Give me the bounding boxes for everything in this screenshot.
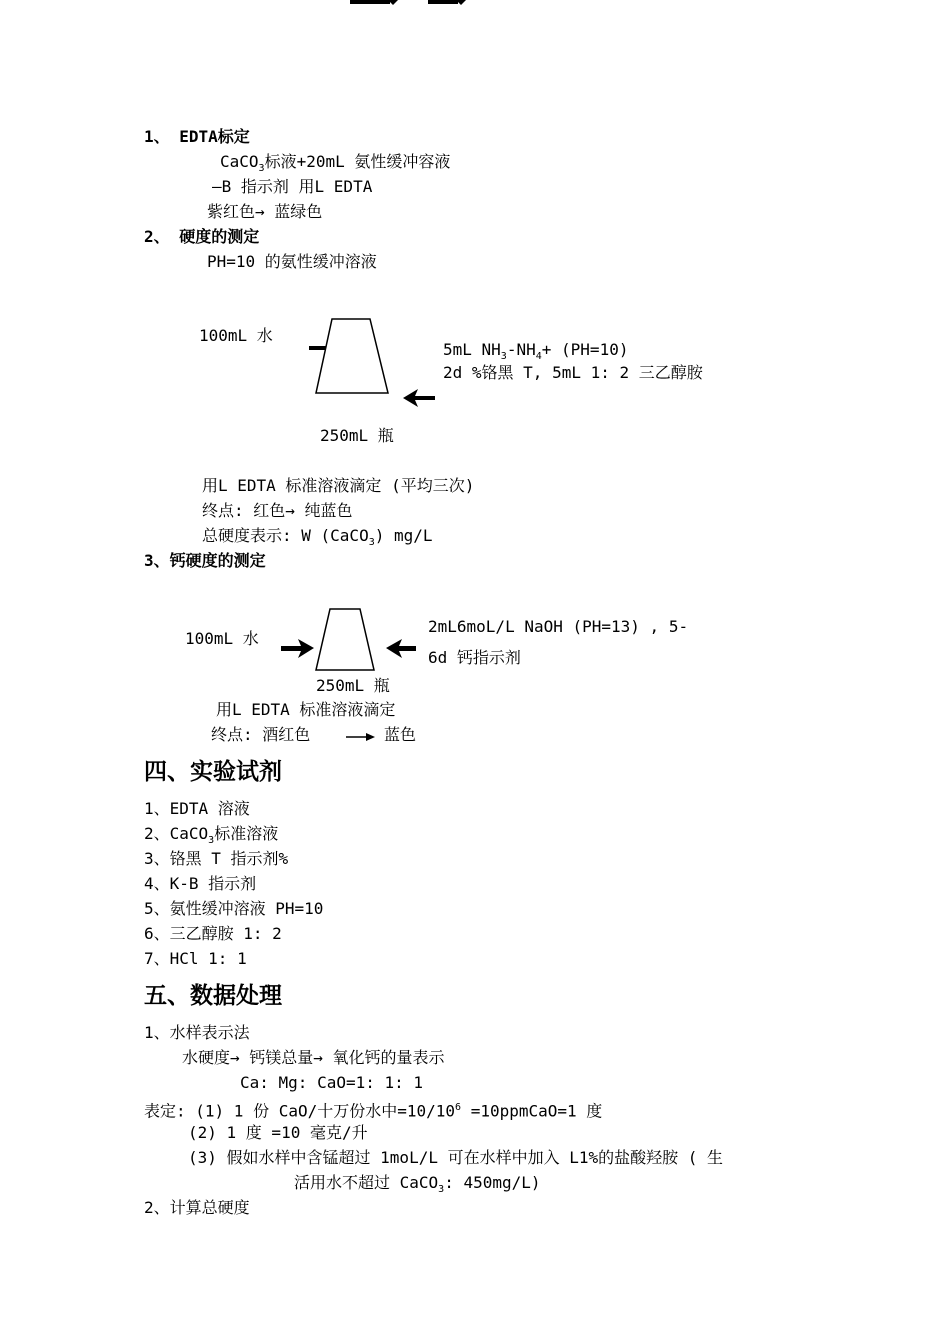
flask-icon: [316, 319, 388, 393]
data-line-2: 水硬度→ 钙镁总量→ 氧化钙的量表示: [182, 1048, 445, 1067]
data-line-7: 活用水不超过 CaCO$_3$: 450mg/L): [294, 1173, 541, 1196]
left-pour-mark: [309, 346, 326, 350]
section-2-titrate-line: 用L EDTA 标准溶液滴定 (平均三次): [202, 476, 475, 495]
reagent-item: 5、氨性缓冲溶液 PH=10: [144, 899, 324, 918]
section-3-water-label: 100mL 水: [185, 629, 259, 648]
section-3-titrate-line: 用L EDTA 标准溶液滴定: [216, 700, 396, 719]
data-line-6: (3) 假如水样中含锰超过 1moL/L 可在水样中加入 L1%的盐酸羟胺 ( 生: [188, 1148, 724, 1167]
right-arrow-icon: [281, 639, 314, 658]
flask-icon: [316, 609, 374, 670]
data-processing-heading: 五、数据处理: [144, 983, 282, 1009]
section-1-line-3: 紫红色→ 蓝绿色: [207, 202, 323, 221]
section-3-title: 3、钙硬度的测定: [144, 551, 266, 570]
reagent-item: 6、三乙醇胺 1: 2: [144, 924, 282, 943]
data-line-1: 1、水样表示法: [144, 1023, 250, 1042]
data-line-4: 表定: (1) 1 份 CaO/十万份水中$=10/10^6$ =10ppmCaO=1 度: [144, 1101, 603, 1121]
section-2-title: 2、 硬度的测定: [144, 227, 260, 246]
section-1-line-2: —B 指示剂 用L EDTA: [212, 177, 373, 196]
section-3-endpoint-start: 终点: 酒红色: [211, 725, 311, 744]
reagent-item: 2、CaCO$_3$标准溶液: [144, 824, 279, 847]
section-2-water-label: 100mL 水: [199, 326, 273, 345]
section-3-flask-diagram: [0, 600, 950, 690]
section-2-reagent-line-1: 5mL $NH_3-NH_4+ (PH=10)$: [443, 340, 629, 363]
data-line-8: 2、计算总硬度: [144, 1198, 250, 1217]
left-arrow-icon: [403, 389, 435, 407]
section-2-reagent-line-2: 2d %铬黑 T, 5mL 1: 2 三乙醇胺: [443, 363, 703, 382]
top-arrows-graphic: [0, 0, 950, 10]
reagent-item: 3、铬黑 T 指示剂%: [144, 849, 289, 868]
reagent-item: 4、K-B 指示剂: [144, 874, 257, 893]
section-1-line-1: CaCO$_3$标液+20mL 氨性缓冲容液: [220, 152, 451, 175]
right-arrow-icon: [346, 731, 376, 743]
section-3-endpoint-end: 蓝色: [384, 725, 417, 744]
section-2-buffer-line: PH=10 的氨性缓冲溶液: [207, 252, 377, 271]
section-3-flask-label: 250mL 瓶: [316, 676, 390, 695]
reagent-item: 7、HCl 1: 1: [144, 949, 247, 968]
section-1-title: 1、 EDTA标定: [144, 127, 250, 146]
section-2-hardness-line: 总硬度表示: W (CaCO$_3$) mg/L: [202, 526, 433, 549]
data-line-5: (2) 1 度 =10 毫克/升: [188, 1123, 368, 1142]
reagent-item: 1、EDTA 溶液: [144, 799, 250, 818]
reagents-heading: 四、实验试剂: [144, 759, 282, 785]
section-2-endpoint-line: 终点: 红色→ 纯蓝色: [202, 501, 353, 520]
left-arrow-icon: [386, 639, 416, 658]
data-line-3: Ca: Mg: CaO=1: 1: 1: [240, 1073, 424, 1092]
section-3-reagent-line-1: 2mL6moL/L NaOH (PH=13) , 5-: [428, 617, 689, 636]
section-2-flask-label: 250mL 瓶: [320, 426, 394, 445]
section-3-reagent-line-2: 6d 钙指示剂: [428, 648, 521, 667]
